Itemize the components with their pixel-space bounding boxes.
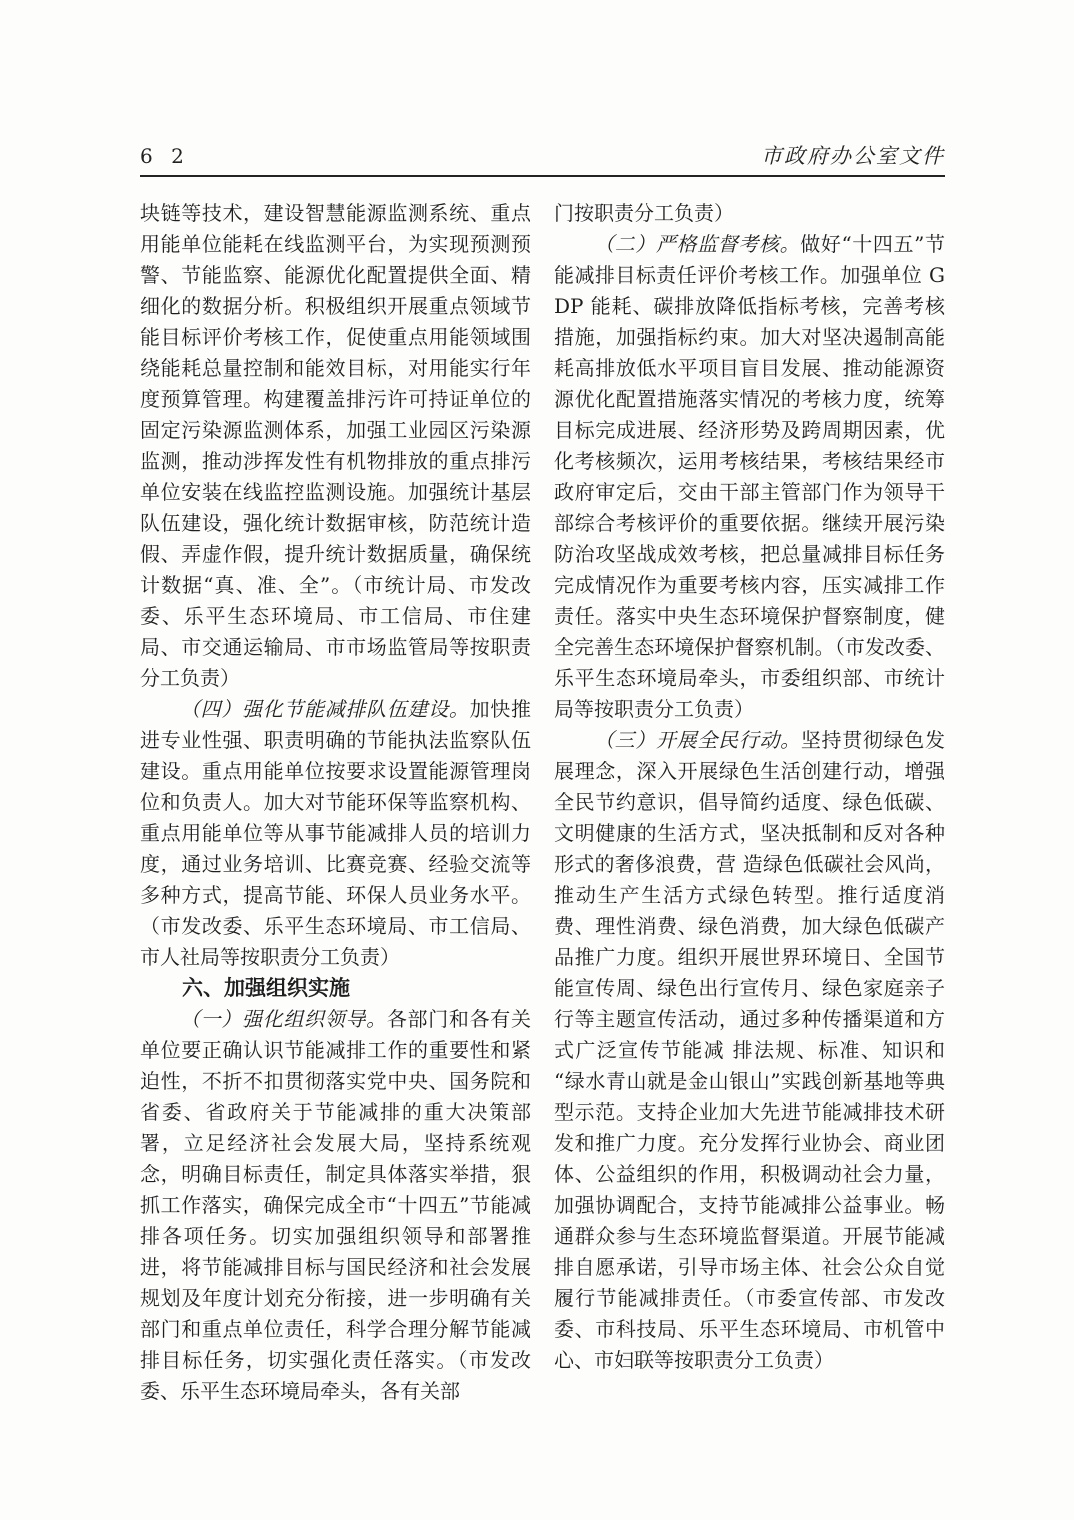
page-content	[140, 140, 945, 1407]
paragraph	[554, 725, 945, 1376]
body-text: 各部门和各有关单位要正确认识节能减排工作的重要性和紧迫性，不折不扣贯彻落实党中央、国务院和省委、省政府关于节能减排的重大决策部署，立足经济社会发展大局，坚持系统观念，明确目标责任，制定具体落实举措，狠抓工作落实，确保完成全市“十四五”节能减排各项任务。切实加强组织领导和部署推进，将节能减排目标与国民经济和社会发展规划及年度计划充分衔接，进一步明确有关部门和重点单位责任，科学合理分解节能减排目标任务，切实强化责任落实。（市发改委、乐平生态环境局牵头，各有关部	[140, 1007, 531, 1403]
text-columns	[140, 198, 945, 1407]
clause-heading-text: （二）严格监督考核。	[594, 232, 801, 256]
paragraph	[140, 1004, 531, 1407]
body-text: 加快推进专业性强、职责明确的节能执法监察队伍建设。重点用能单位按要求设置能源管理岗位和负责人。加大对节能环保等监察机构、重点用能单位等从事节能减排人员的培训力度，通过业务培训、比赛竞赛、经验交流等多种方式，提高节能、环保人员业务水平。（市发改委、乐平生态环境局、市工信局、市人社局等按职责分工负责）	[140, 697, 531, 969]
body-text: 块链等技术，建设智慧能源监测系统、重点用能单位能耗在线监测平台，为实现预测预警、节能监察、能源优化配置提供全面、精细化的数据分析。积极组织开展重点领域节能目标评价考核工作，促使重点用能领域围绕能耗总量控制和能效目标，对用能实行年度预算管理。构建覆盖排污许可持证单位的固定污染源监测体系，加强工业园区污染源监测，推动涉挥发性有机物排放的重点排污单位安装在线监控监测设施。加强统计基层队伍建设，强化统计数据审核，防范统计造假、弄虚作假，提升统计数据质量，确保统计数据“真、准、全”。（市统计局、市发改委、乐平生态环境局、市工信局、市住建局、市交通运输局、市市场监管局等按职责分工负责）	[140, 201, 531, 690]
clause-heading-text: （一）强化组织领导。	[180, 1007, 387, 1031]
body-text: 做好“十四五”节能减排目标责任评价考核工作。加强单位 GDP 能耗、碳排放降低指标考核，完善考核措施，加强指标约束。加大对坚决遏制高能耗高排放低水平项目盲目发展、推动能源资源优化配置措施落实情况的考核力度，统筹目标完成进展、经济形势及跨周期因素，优化考核频次，运用考核结果，考核结果经市政府审定后，交由干部主管部门作为领导干部综合考核评价的重要依据。继续开展污染防治攻坚战成效考核，把总量减排目标任务完成情况作为重要考核内容，压实减排工作责任。落实中央生态环境保护督察制度，健全完善生态环境保护督察机制。（市发改委、乐平生态环境局牵头，市委组织部、市统计局等按职责分工负责）	[554, 232, 946, 721]
page-header	[140, 140, 945, 170]
paragraph	[140, 694, 531, 973]
body-text: 坚持贯彻绿色发展理念，深入开展绿色生活创建行动，增强全民节约意识，倡导简约适度、绿色低碳、文明健康的生活方式，坚决抵制和反对各种形式的奢侈浪费，营 造绿色低碳社会风尚，推动生产生活方式绿色转型。推行适度消费、理性消费、绿色消费，加大绿色低碳产品推广力度。组织开展世界环境日、全国节能宣传周、绿色出行宣传月、绿色家庭亲子行等主题宣传活动，通过多种传播渠道和方式广泛宣传节能减 排法规、标准、知识和“绿水青山就是金山银山”实践创新基地等典型示范。支持企业加大先进节能减排技术研发和推广力度。充分发挥行业协会、商业团体、公益组织的作用，积极调动社会力量，加强协调配合，支持节能减排公益事业。畅通群众参与生态环境监督渠道。开展节能减排自愿承诺，引导市场主体、社会公众自觉履行节能减排责任。（市委宣传部、市发改委、市科技局、乐平生态环境局、市机管中心、市妇联等按职责分工负责）	[554, 728, 945, 1372]
page-number: 6 2	[140, 144, 190, 168]
paragraph	[140, 198, 531, 694]
header-rule	[140, 175, 945, 177]
paragraph	[554, 229, 945, 725]
clause-heading-text: （四）强化节能减排队伍建设。	[180, 697, 470, 721]
left-column	[140, 198, 531, 1407]
right-column	[554, 198, 945, 1407]
body-text: 六、加强组织实施	[182, 976, 350, 1000]
body-text: 门按职责分工负责）	[554, 201, 734, 225]
clause-heading-text: （三）开展全民行动。	[594, 728, 801, 752]
paragraph	[554, 198, 945, 229]
header-document-title: 市政府办公室文件	[761, 144, 945, 168]
section-heading	[140, 973, 531, 1004]
